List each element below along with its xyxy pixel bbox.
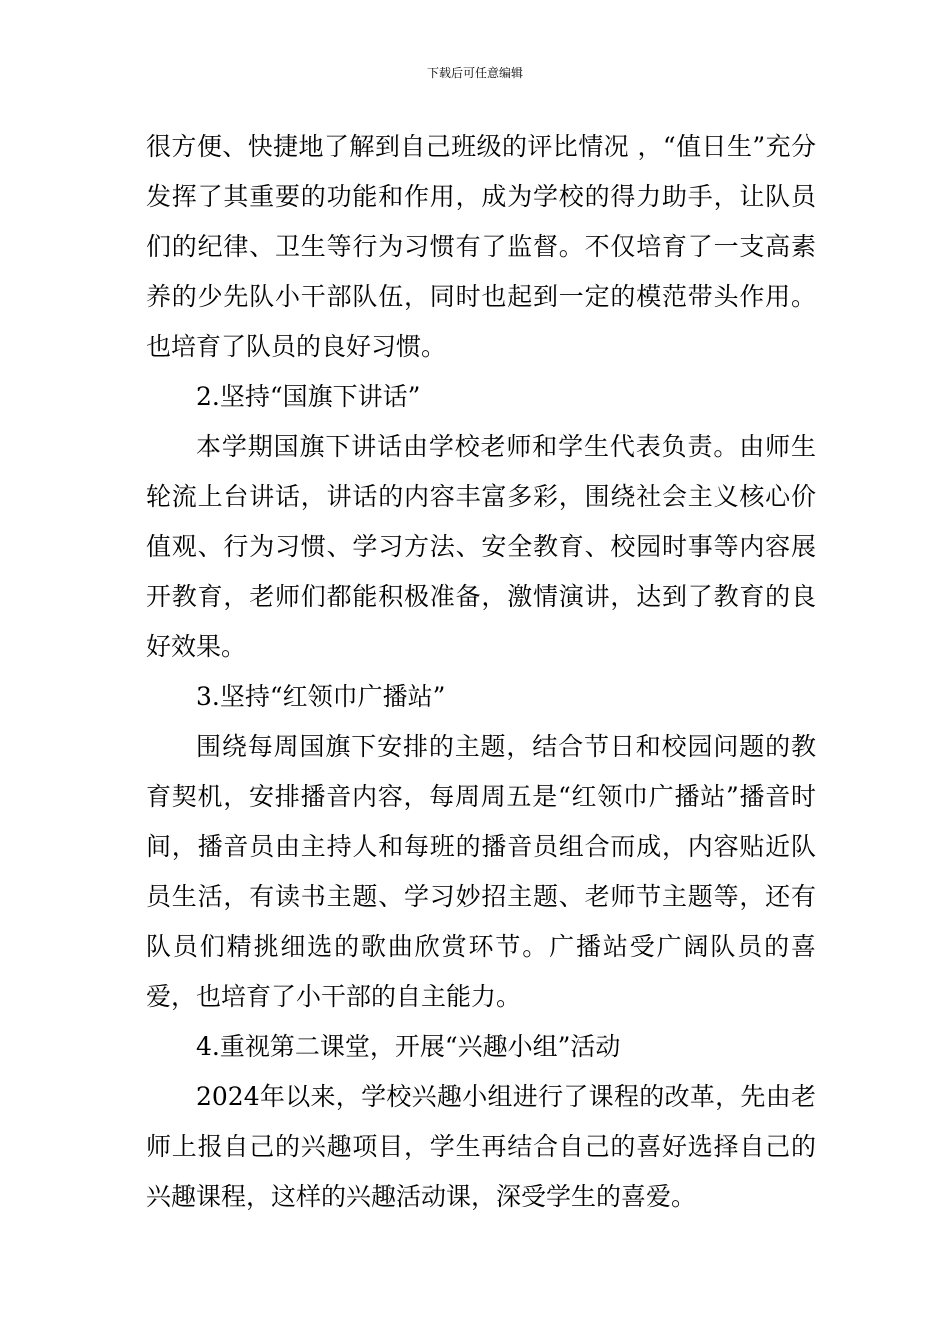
paragraph-flag-speech: 本学期国旗下讲话由学校老师和学生代表负责。由师生轮流上台讲话，讲话的内容丰富多彩，围绕社会主义核心价值观、行为习惯、学习方法、安全教育、校园时事等内容展开教育，老师们都能积极准备，激情演讲，达到了教育的良好效果。 [146,432,816,661]
section-heading-flag-speech: 2.坚持“国旗下讲话” [196,382,421,411]
section-heading-broadcast: 3.坚持“红领巾广播站” [196,682,446,711]
paragraph-interest-groups: 2024年以来，学校兴趣小组进行了课程的改革，先由老师上报自己的兴趣项目，学生再结合自己的喜好选择自己的兴趣课程，这样的兴趣活动课，深受学生的喜爱。 [146,1082,816,1211]
paragraph-broadcast: 围绕每周国旗下安排的主题，结合节日和校园问题的教育契机，安排播音内容，每周周五是“红领巾广播站”播音时间，播音员由主持人和每班的播音员组合而成，内容贴近队员生活，有读书主题、学习妙招主题、老师节主题等，还有队员们精挑细选的歌曲欣赏环节。广播站受广阔队员的喜爱，也培育了小干部的自主能力。 [146,732,816,1011]
paragraph-duty-student: 很方便、快捷地了解到自己班级的评比情况 ，“值日生”充分发挥了其重要的功能和作用，成为学校的得力助手，让队员们的纪律、卫生等行为习惯有了监督。不仅培育了一支高素养的少先队小干部队伍，同时也起到一定的模范带头作用。也培育了队员的良好习惯。 [146,132,816,361]
section-heading-interest-groups: 4.重视第二课堂，开展“兴趣小组”活动 [196,1032,621,1061]
document-body [146,122,816,1222]
page-header: 下载后可任意编辑 [426,66,523,80]
